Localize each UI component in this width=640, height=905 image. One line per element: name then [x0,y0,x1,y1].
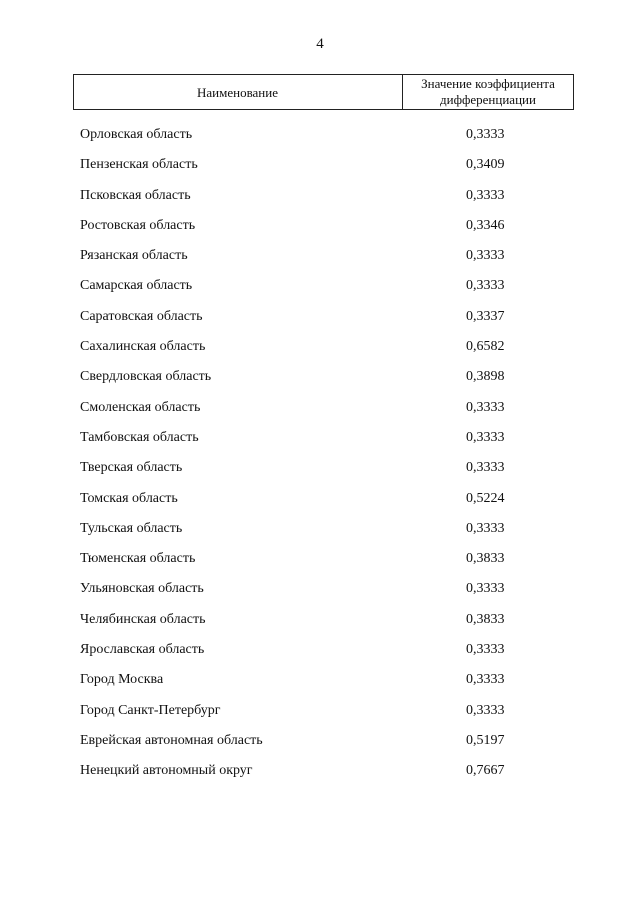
coefficient-value: 0,3833 [466,611,505,627]
coefficient-value: 0,5197 [466,732,505,748]
region-name: Город Москва [80,672,164,688]
region-name: Сахалинская область [80,339,206,355]
region-name: Город Санкт-Петербург [80,702,221,718]
coefficient-value: 0,3833 [466,551,505,567]
region-name: Свердловская область [80,369,212,385]
region-name: Смоленская область [80,399,201,415]
table-row [0,699,640,729]
table-row [0,456,640,486]
coefficient-value: 0,3333 [466,460,505,476]
table-row [0,184,640,214]
region-name: Еврейская автономная область [80,732,263,748]
region-name: Рязанская область [80,248,188,264]
table-row [0,517,640,547]
table-row [0,244,640,274]
table-body [0,123,640,790]
coefficient-value: 0,3346 [466,217,505,233]
header-name-column: Наименование [197,85,278,100]
header-value-line2: дифференциации [440,92,536,107]
region-name: Челябинская область [80,611,206,627]
table-row [0,668,640,698]
header-right-border [573,75,574,110]
coefficient-value: 0,3333 [466,429,505,445]
region-name: Пензенская область [80,157,198,173]
table-row [0,214,640,244]
table-row [0,729,640,759]
coefficient-value: 0,3333 [466,278,505,294]
region-name: Самарская область [80,278,193,294]
region-name: Ульяновская область [80,581,204,597]
table-row [0,608,640,638]
table-row [0,577,640,607]
coefficient-value: 0,3337 [466,308,505,324]
header-value-line1: Значение коэффициента [421,76,555,91]
region-name: Псковская область [80,187,191,203]
table-row [0,759,640,789]
coefficient-value: 0,3333 [466,187,505,203]
region-name: Саратовская область [80,308,203,324]
page-number: 4 [316,36,324,52]
coefficient-value: 0,3898 [466,369,505,385]
coefficient-value: 0,3333 [466,399,505,415]
coefficient-value: 0,3333 [466,581,505,597]
region-name: Ростовская область [80,217,196,233]
coefficient-value: 0,3333 [466,672,505,688]
table-row [0,123,640,153]
coefficient-value: 0,3333 [466,520,505,536]
table-row [0,335,640,365]
table-row [0,274,640,304]
table-row [0,547,640,577]
coefficient-value: 0,5224 [466,490,505,506]
table-row [0,305,640,335]
region-name: Ярославская область [80,642,205,658]
header-value-column [403,76,573,108]
table-row [0,153,640,183]
table-row [0,426,640,456]
coefficient-value: 0,7667 [466,763,505,779]
region-name: Орловская область [80,127,193,142]
table-row [0,365,640,395]
coefficient-value: 0,3333 [466,127,505,142]
region-name: Тульская область [80,520,183,536]
coefficient-value: 0,3409 [466,157,505,173]
region-name: Ненецкий автономный округ [80,763,253,779]
coefficient-value: 0,3333 [466,702,505,718]
table-row [0,487,640,517]
table-header [73,74,574,110]
coefficient-value: 0,3333 [466,248,505,264]
coefficient-value: 0,3333 [466,642,505,658]
region-name: Тюменская область [80,551,196,567]
region-name: Томская область [80,490,178,506]
table-row [0,396,640,426]
region-name: Тамбовская область [80,429,199,445]
coefficient-value: 0,6582 [466,339,505,355]
table-row [0,638,640,668]
region-name: Тверская область [80,460,183,476]
